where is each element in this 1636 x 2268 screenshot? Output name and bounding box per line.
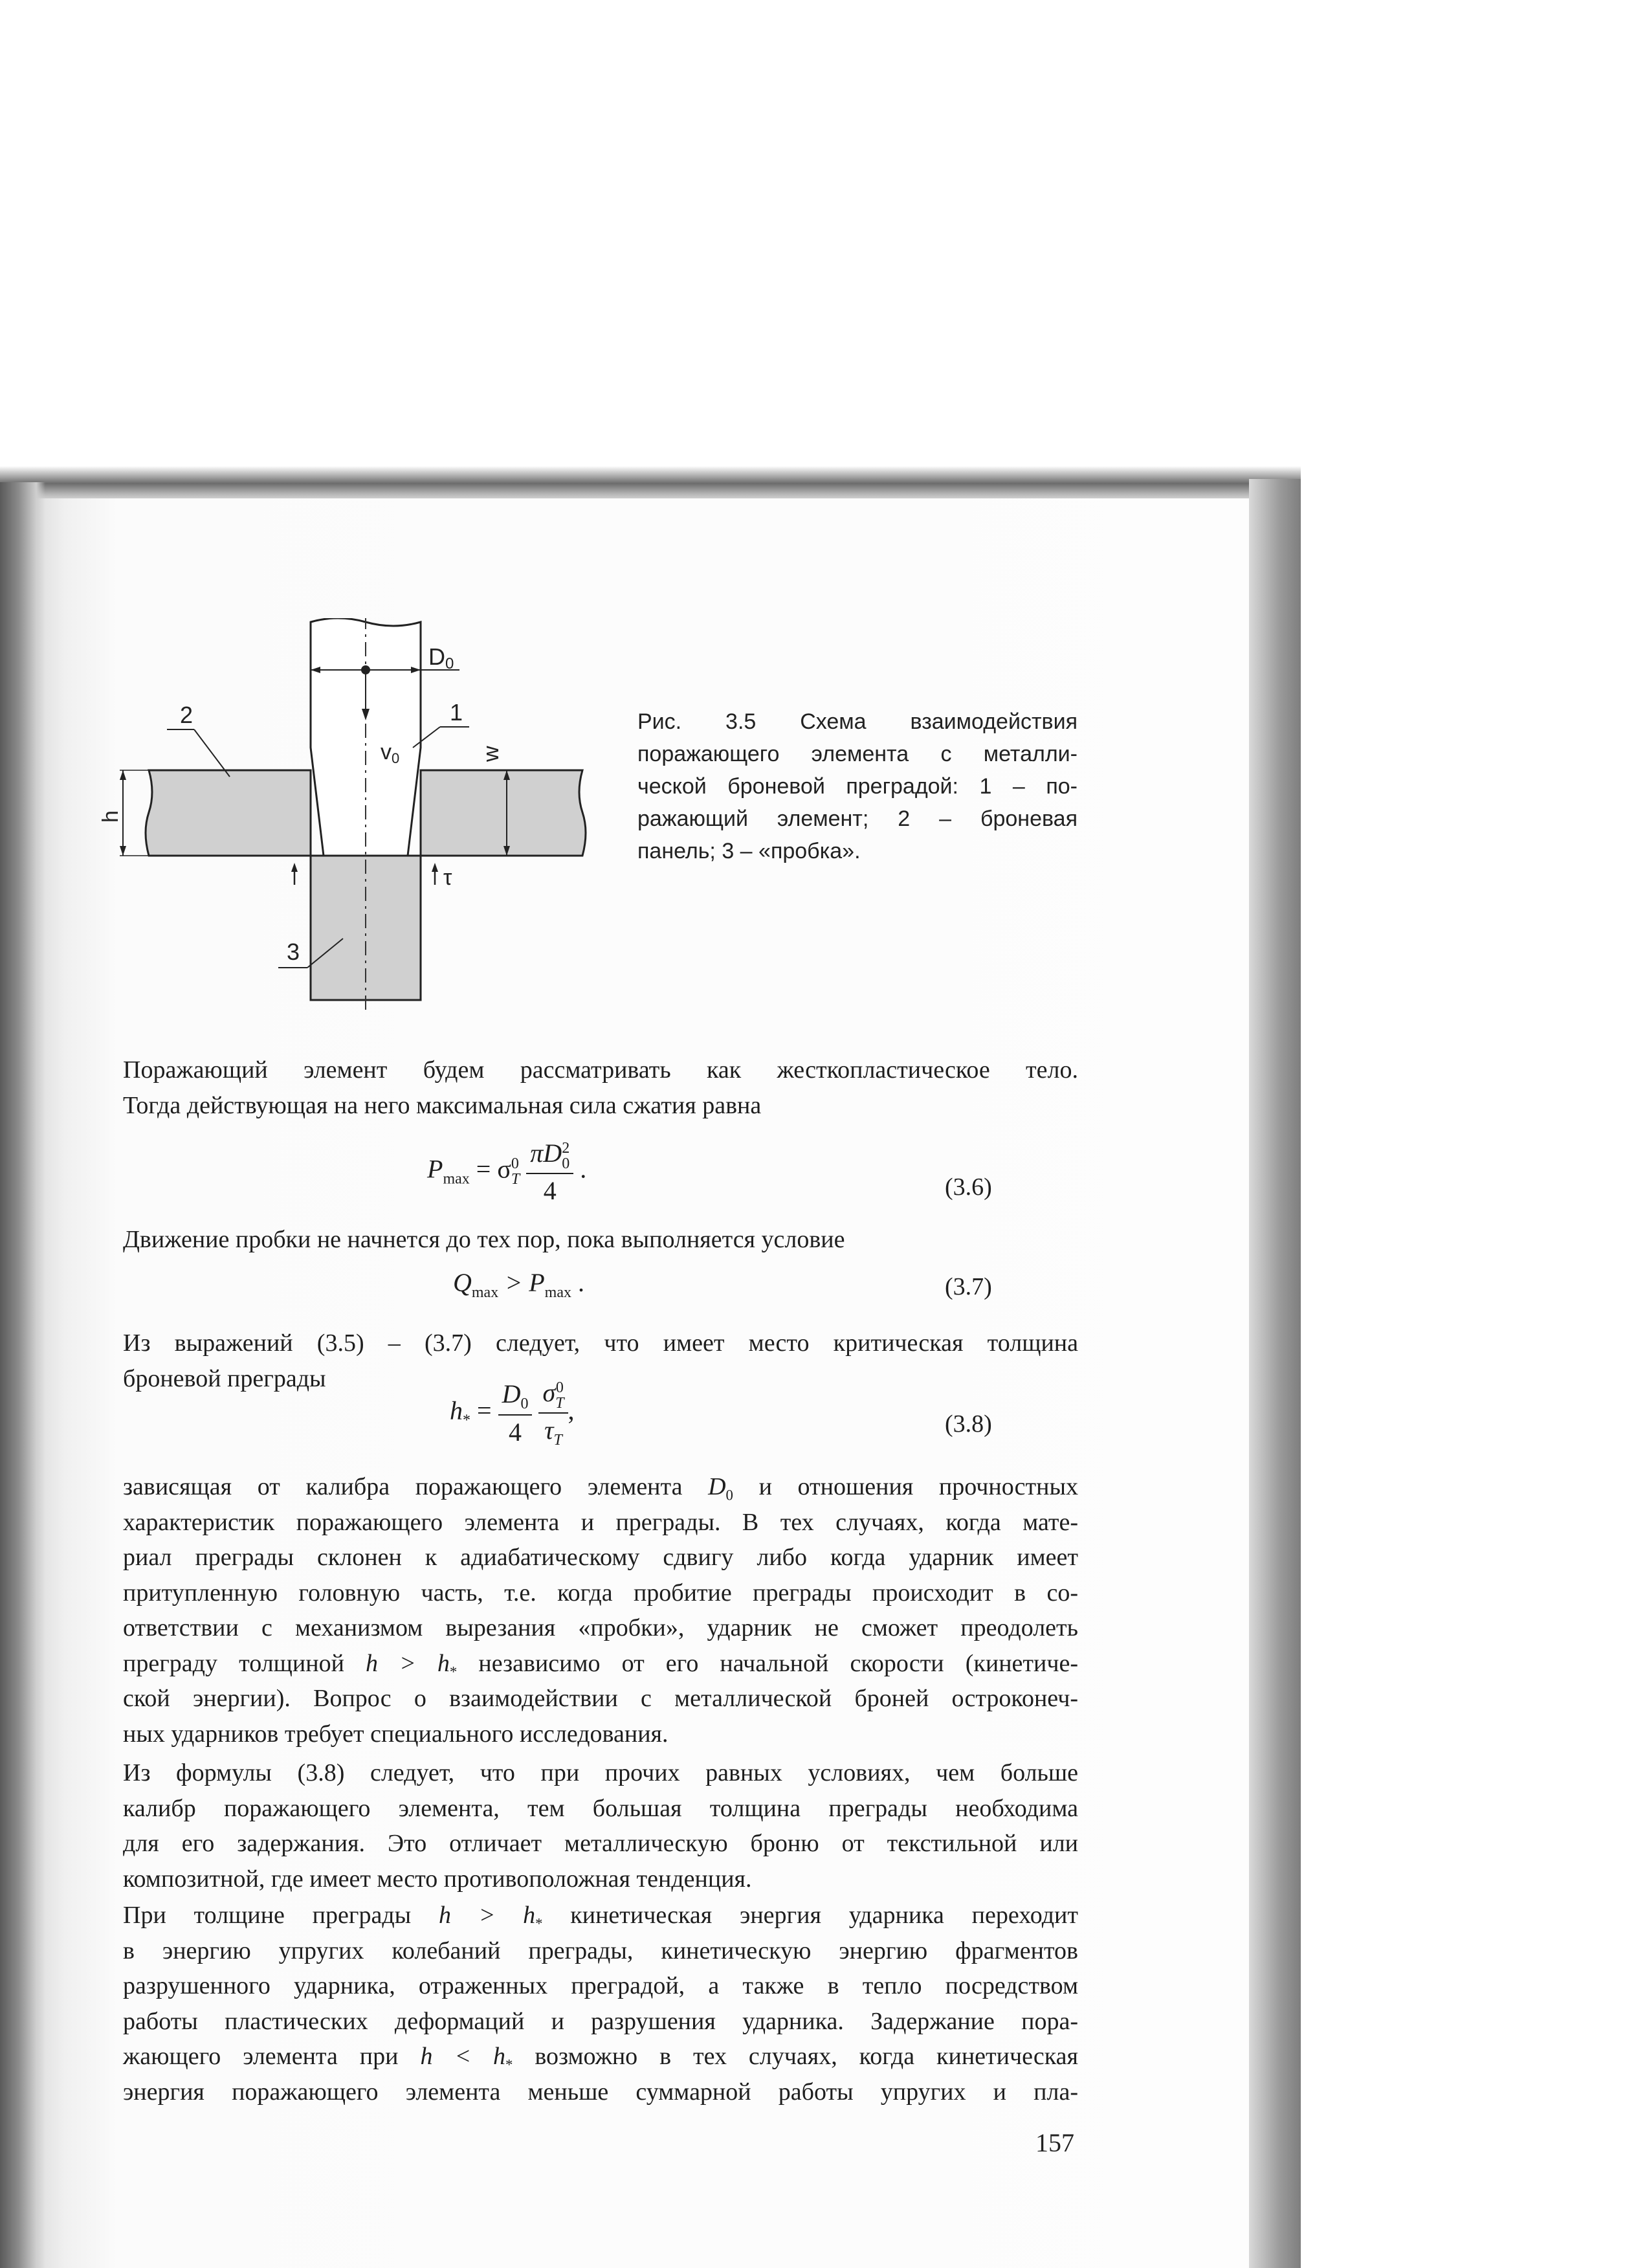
tau-arrowhead-left [291,863,298,872]
figure-caption [637,706,1078,867]
paragraph-4 [123,1469,1078,1751]
text-line: ответствии с механизмом вырезания «пробки», ударник не сможет преодолеть [123,1614,1078,1641]
tau-arrowhead-right [432,863,438,872]
armor-panel-left [146,770,311,856]
label-v0: v0 [381,740,400,766]
label-h: h [98,810,123,823]
text-line: Движение пробки не начнется до тех пор, пока выполняется условие [123,1226,845,1253]
label-w: w [479,746,503,762]
text-line: жающего элемента при $h < h_*$ возможно в тех случаях, когда кинетическая [123,2043,1079,2073]
text-line: в энергию упругих колебаний преграды, кинетическую энергию фрагментов [123,1937,1078,1964]
label-2: 2 [180,702,193,728]
equation-3-8: $h_*$ = $\frac{D_0}{4}$ σ 0 T $\tau_T$ , [450,1378,575,1449]
equation-number-3-8: (3.8) [945,1410,992,1438]
scan-left-edge [0,482,45,2268]
text-line: риал преграды склонен к адиабатическому сдвигу либо когда ударник имеет [123,1544,1078,1571]
armor-panel-right [421,770,586,856]
text-line: Тогда действующая на него максимальная сила сжатия равна [123,1091,762,1119]
caption-line: поражающего элемента с металли- [637,742,1078,766]
caption-line: панель; 3 – «пробка». [637,839,861,863]
page-number: 157 [1035,2128,1074,2157]
label-d0: D0 [428,643,454,673]
label-tau: τ [443,865,452,890]
caption-line: ражающий элемент; 2 – броневая [637,806,1078,831]
text-line: Из выражений (3.5) – (3.7) следует, что имеет место критическая толщина [123,1329,1078,1357]
label-3: 3 [287,939,300,965]
equation-3-7: $Q_{max} > P_{max}$ . [453,1268,584,1301]
text-line: броневой преграды [123,1364,326,1392]
text-line: разрушенного ударника, отраженных преградой, а также в тепло посредством [123,1972,1078,1999]
text-line: энергия поражающего элемента меньше суммарной работы упругих и пла- [123,2078,1078,2106]
text-line: притупленную головную часть, т.е. когда пробитие преграды происходит в со- [123,1579,1078,1606]
paragraph-3 [123,1326,1078,1396]
text-line: ской энергии). Вопрос о взаимодействии с металлической броней остроконеч- [123,1685,1078,1712]
paragraph-6 [123,1898,1078,2109]
paragraph-1 [123,1052,1078,1123]
text-line: работы пластических деформаций и разрушения ударника. Задержание пора- [123,2007,1078,2035]
equation-number-3-6: (3.6) [945,1173,992,1201]
text-line: композитной, где имеет место противоположная тенденция. [123,1865,752,1893]
caption-line: Рис. 3.5 Схема взаимодействия [637,709,1078,734]
equation-number-3-7: (3.7) [945,1273,992,1300]
scan-right-edge [1249,479,1301,2268]
equation-3-6: $P_{max} = \sigma$ 0 T πD 2 0 4 . [427,1139,587,1205]
caption-line: ческой броневой преградой: 1 – по- [637,774,1078,799]
text-line: для его задержания. Это отличает металлическую броню от текстильной или [123,1830,1078,1857]
text-line: зависящая от калибра поражающего элемента $D_0$ и отношения прочностных [123,1473,1078,1504]
paragraph-2 [123,1222,1078,1258]
text-line: При толщине преграды $h > h_*$ кинетическая энергия ударника переходит [123,1902,1078,1932]
h-arrow-top [120,770,126,780]
label-1: 1 [450,699,463,726]
text-line: калибр поражающего элемента, тем большая толщина преграды необходима [123,1794,1078,1822]
text-line: преграду толщиной $h > h_*$ независимо от его начальной скорости (кинетиче- [123,1649,1078,1680]
text-line: Поражающий элемент будем рассматривать как жесткопластическое тело. [123,1056,1078,1084]
text-line: Из формулы (3.8) следует, что при прочих равных условиях, чем больше [123,1759,1078,1786]
text-line: ных ударников требует специального исследования. [123,1720,669,1748]
h-arrow-bottom [120,846,126,856]
paragraph-5 [123,1755,1078,1896]
figure-diagram [97,618,615,1110]
text-line: характеристик поражающего элемента и преграды. В тех случаях, когда мате- [123,1508,1078,1536]
